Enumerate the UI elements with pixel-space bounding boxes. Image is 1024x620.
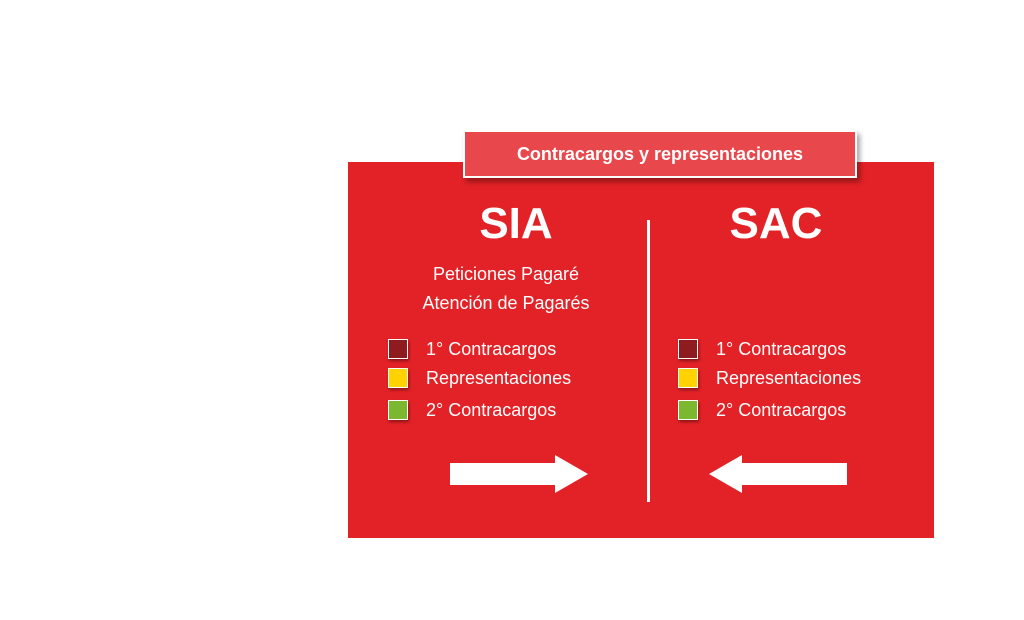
sia-line-peticiones: Peticiones Pagaré	[432, 264, 580, 284]
column-divider	[647, 220, 650, 502]
legend-swatch-representations	[678, 368, 698, 388]
legend-swatch-first-chargeback	[388, 339, 408, 359]
sac-legend-row	[678, 366, 861, 390]
legend-swatch-second-chargeback	[388, 400, 408, 420]
sac-legend-row	[678, 337, 846, 361]
legend-label: 2° Contracargos	[716, 400, 847, 420]
sia-legend-row	[388, 366, 571, 390]
sac-heading: SAC	[729, 199, 823, 248]
legend-label: Representaciones	[716, 368, 862, 388]
legend-label: Representaciones	[426, 368, 572, 388]
sia-heading: SIA	[479, 199, 553, 248]
legend-label: 1° Contracargos	[426, 339, 557, 359]
sia-line-atencion: Atención de Pagarés	[422, 293, 590, 313]
legend-swatch-representations	[388, 368, 408, 388]
arrow-right-icon	[448, 454, 590, 494]
title-text: Contracargos y representaciones	[516, 143, 804, 164]
title-banner	[463, 130, 857, 178]
arrow-left-icon	[707, 454, 849, 494]
sia-legend-row	[388, 398, 556, 422]
sia-legend-row	[388, 337, 556, 361]
legend-swatch-second-chargeback	[678, 400, 698, 420]
legend-swatch-first-chargeback	[678, 339, 698, 359]
legend-label: 1° Contracargos	[716, 339, 847, 359]
legend-label: 2° Contracargos	[426, 400, 557, 420]
sac-legend-row	[678, 398, 846, 422]
